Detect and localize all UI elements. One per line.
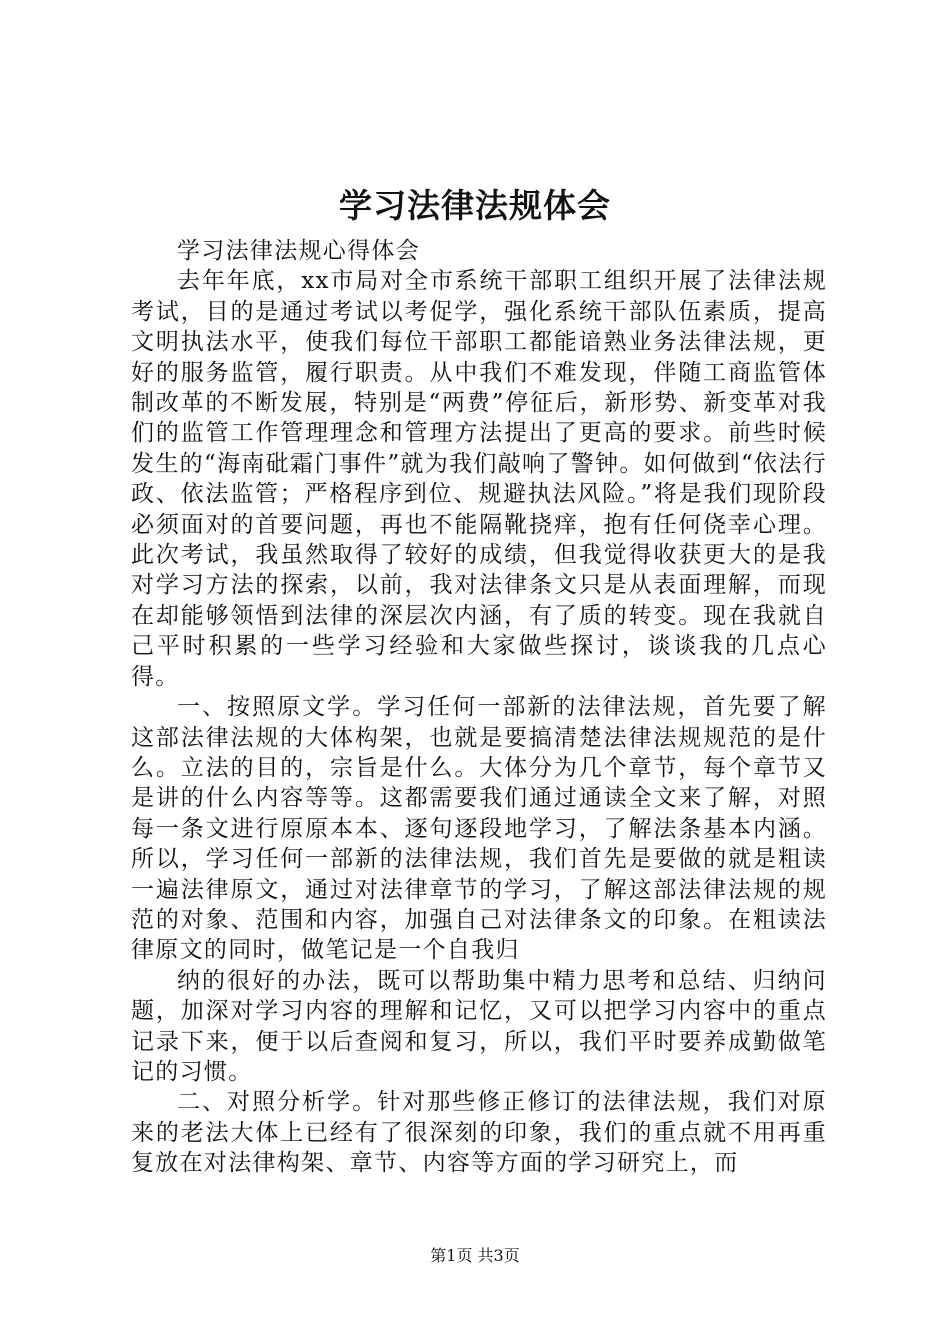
- page-number-footer: 第1页 共3页: [430, 1246, 520, 1265]
- subtitle-paragraph: 学习法律法规心得体会: [177, 238, 420, 264]
- document-body: [131, 236, 827, 1179]
- document-title: 学习法律法规体会: [339, 186, 611, 225]
- paragraph-section-1: 一、按照原文学。学习任何一部新的法律法规，首先要了解这部法律法规的大体构架，也就是要搞清楚法律法规规范的是什么。立法的目的，宗旨是什么。大体分为几个章节，每个章节又是讲的什么内容等等。这都需要我们通过通读全文来了解，对照每一条文进行原原本本、逐句逐段地学习，了解法条基本内涵。所以，学习任何一部新的法律法规，我们首先是要做的就是粗读一遍法律原文，通过对法律章节的学习，了解这部法律法规的规范的对象、范围和内容，加强自己对法律条文的印象。在粗读法律原文的同时，做笔记是一个自我归: [131, 694, 827, 964]
- paragraph-section-1-continued: 纳的很好的办法，既可以帮助集中精力思考和总结、归纳问题，加深对学习内容的理解和记忆，又可以把学习内容中的重点记录下来，便于以后查阅和复习，所以，我们平时要养成勤做笔记的习惯。: [131, 967, 827, 1085]
- paragraph-section-2: 二、对照分析学。针对那些修正修订的法律法规，我们对原来的老法大体上已经有了很深刻的印象，我们的重点就不用再重复放在对法律构架、章节、内容等方面的学习研究上，而: [131, 1089, 827, 1177]
- paragraph-intro: 去年年底，xx市局对全市系统干部职工组织开展了法律法规考试，目的是通过考试以考促学，强化系统干部队伍素质，提高文明执法水平，使我们每位干部职工都能谙熟业务法律法规，更好的服务监管，履行职责。从中我们不难发现，伴随工商监管体制改革的不断发展，特别是“两费”停征后，新形势、新变革对我们的监管工作管理理念和管理方法提出了更高的要求。前些时候发生的“海南砒霜门事件”就为我们敲响了警钟。如何做到“依法行政、依法监管；严格程序到位、规避执法风险。”将是我们现阶段必须面对的首要问题，再也不能隔靴挠痒，抱有任何侥幸心理。此次考试，我虽然取得了较好的成绩，但我觉得收获更大的是我对学习方法的探索，以前，我对法律条文只是从表面理解，而现在却能够领悟到法律的深层次内涵，有了质的转变。现在我就自己平时积累的一些学习经验和大家做些探讨，谈谈我的几点心得。: [131, 268, 827, 690]
